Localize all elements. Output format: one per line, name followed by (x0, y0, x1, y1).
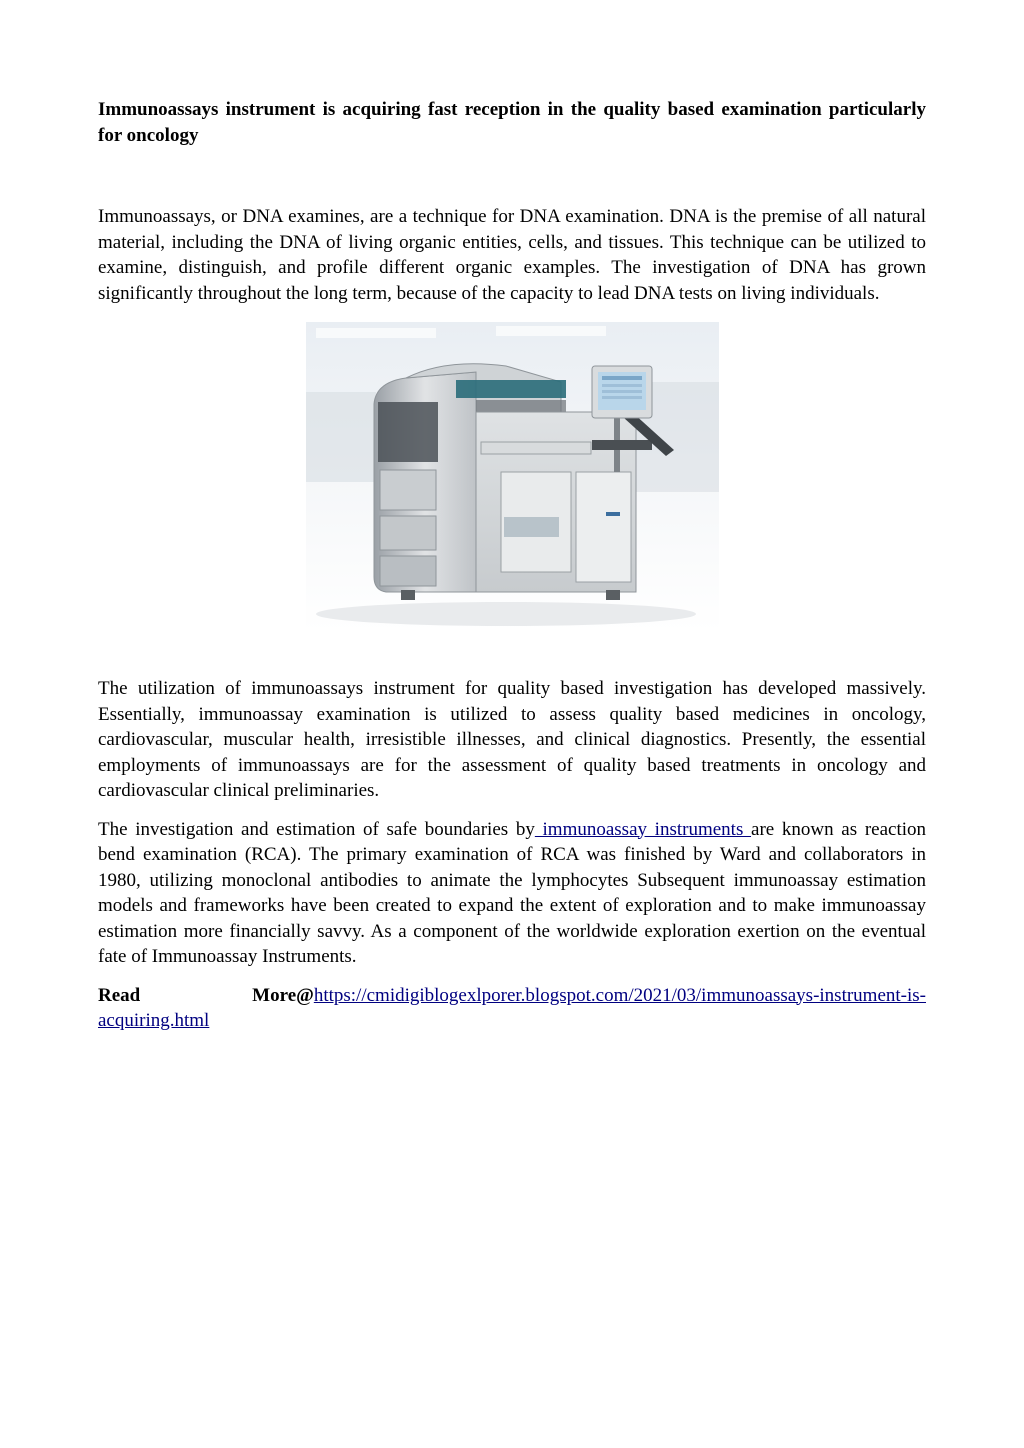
intro-paragraph: Immunoassays, or DNA examines, are a technique for DNA examination. DNA is the premise of all natural material, including the DNA of living organic entities, cells, and tissues. This technique can be utilized to examine, distinguish, and profile different organic examples. The investigation of DNA has grown significantly throughout the long term, because of the capacity to lead DNA tests on living individuals. (98, 206, 926, 304)
read-more-url-link[interactable]: https://cmidigiblogexlporer.blogspot.com/2021/03/immunoassays-instrument-is- (313, 984, 926, 1006)
utilization-paragraph: The utilization of immunoassays instrument for quality based investigation has developed massively. Essentially, immunoassay examination is utilized to assess quality based medicines in oncology, cardiovascular, muscular health, irresistible illnesses, and clinical diagnostics. Presently, the essential employments of immunoassays are for the assessment of quality based treatments in oncology and cardiovascular clinical preliminaries. (98, 678, 926, 801)
read-more-label-read: Read (98, 984, 141, 1006)
immunoassay-instrument-image (306, 322, 719, 632)
read-more-section (98, 983, 926, 1034)
immunoassay-instruments-link[interactable]: immunoassay instruments (534, 818, 752, 840)
document-page (98, 97, 926, 1034)
investigation-text-start: The investigation and estimation of safe boundaries by (98, 818, 535, 840)
read-more-link-wrap (252, 983, 926, 1009)
read-more-url-link-continued[interactable]: acquiring.html (98, 1010, 210, 1031)
read-more-label-more: More@ (252, 984, 314, 1006)
document-title: Immunoassays instrument is acquiring fast reception in the quality based examination particularly for oncology (98, 99, 926, 146)
investigation-text-end: are known as reaction bend examination (RCA). The primary examination of RCA was finished by Ward and collaborators in 1980, utilizing monoclonal antibodies to animate the lymphocytes Subsequent immunoassay estimation models and frameworks have been created to expand the extent of exploration and to make immunoassay estimation more financially savvy. As a component of the worldwide exploration exertion on the eventual fate of Immunoassay Instruments. (98, 818, 926, 967)
investigation-paragraph (98, 817, 926, 970)
read-more-first-line (98, 983, 926, 1009)
read-more-second-line (98, 1008, 926, 1034)
